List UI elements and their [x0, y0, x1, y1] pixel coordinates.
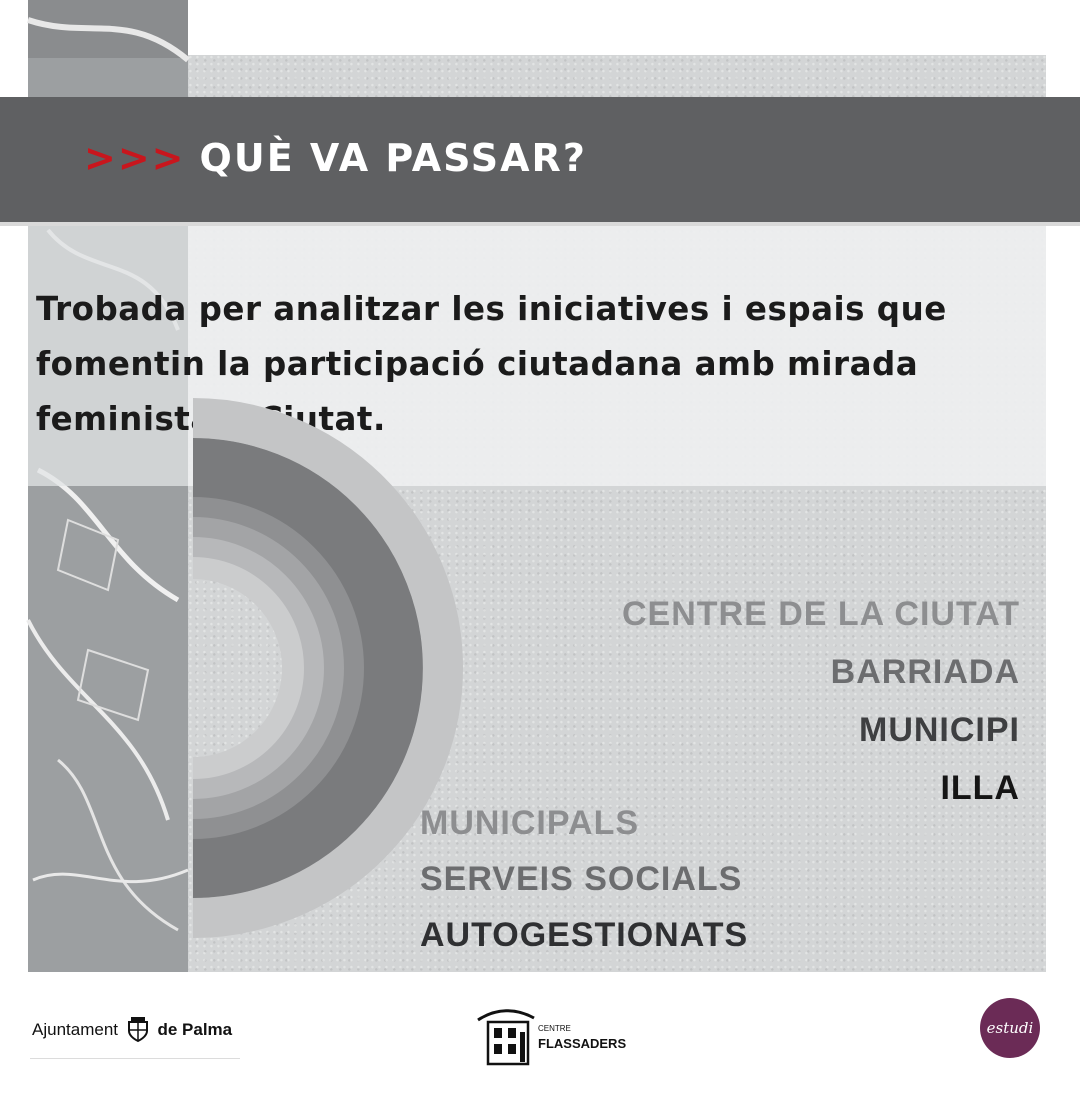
- territory-levels-list: [622, 585, 1020, 817]
- estudi6-logo: estudi 6: [980, 998, 1040, 1058]
- palma-suffix: de Palma: [157, 1020, 233, 1039]
- level-centre: CENTRE DE LA CIUTAT: [621, 595, 1020, 633]
- type-autogestionats: AUTOGESTIONATS: [420, 916, 749, 954]
- type-municipals: MUNICIPALS: [420, 804, 640, 842]
- flassaders-top-text: CENTRE: [538, 1024, 571, 1033]
- level-illa: ILLA: [940, 769, 1020, 807]
- flassaders-building-icon: [476, 1006, 536, 1066]
- palma-coat-of-arms-icon: [127, 1016, 149, 1042]
- ring-inner: [193, 568, 293, 768]
- initiative-types-list: [420, 795, 748, 963]
- arrows-icon: >>>: [84, 136, 186, 180]
- title-text: QUÈ VA PASSAR?: [199, 136, 587, 180]
- ajuntament-palma-logo: [32, 1016, 232, 1042]
- centre-flassaders-logo: [476, 1006, 627, 1068]
- type-serveis-socials: SERVEIS SOCIALS: [420, 860, 743, 898]
- level-municipi: MUNICIPI: [859, 711, 1020, 749]
- flassaders-name-text: FLASSADERS: [538, 1036, 627, 1051]
- level-barriada: BARRIADA: [830, 653, 1020, 691]
- palma-divider: [30, 1058, 240, 1059]
- description-text: Trobada per analitzar les iniciatives i espais que fomentin la participació ciutadana amb mirada feminista a Ciutat.: [36, 290, 947, 438]
- palma-prefix: Ajuntament: [32, 1020, 118, 1039]
